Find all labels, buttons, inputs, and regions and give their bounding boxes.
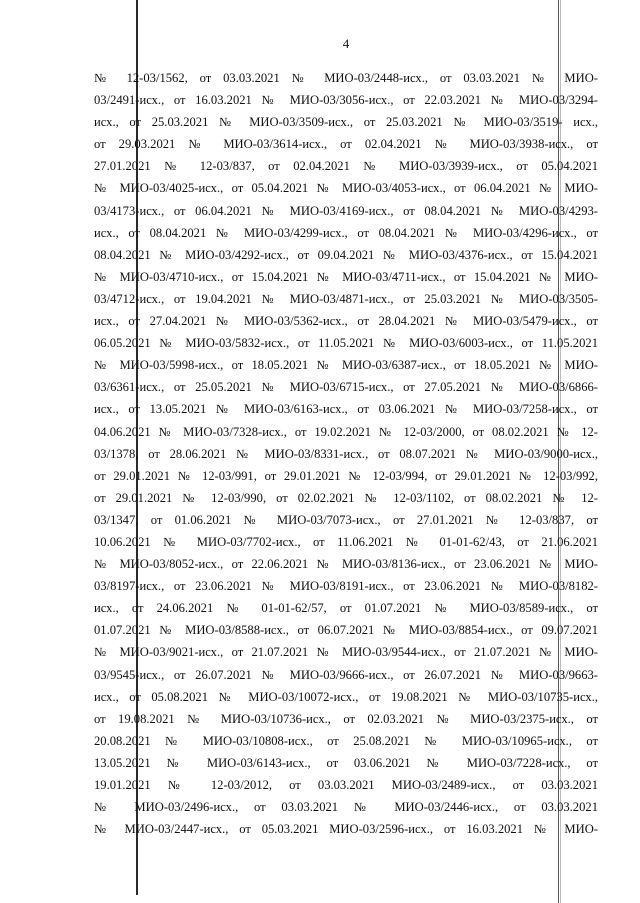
text-line: исх., от 24.06.2021 № 01-01-62/57, от 01.07.2021 № МИО-03/8589-исх., от bbox=[94, 601, 598, 616]
text-line: № МИО-03/4710-исх., от 15.04.2021 № МИО-03/4711-исх., от 15.04.2021 № МИО- bbox=[94, 269, 598, 284]
text-line: 08.04.2021 № МИО-03/4292-исх., от 09.04.2021 № МИО-03/4376-исх., от 15.04.2021 bbox=[94, 247, 598, 262]
text-line: 03/9545-исх., от 26.07.2021 № МИО-03/9666-исх., от 26.07.2021 № МИО-03/9663- bbox=[94, 667, 598, 682]
page-number: 4 bbox=[342, 36, 350, 51]
text-line: исх., от 13.05.2021 № МИО-03/6163-исх., от 03.06.2021 № МИО-03/7258-исх., от bbox=[94, 402, 598, 417]
text-line: 03/1378, от 28.06.2021 № МИО-03/8331-исх., от 08.07.2021 № МИО-03/9000-исх., bbox=[94, 446, 598, 461]
text-line: исх., от 05.08.2021 № МИО-03/10072-исх., от 19.08.2021 № МИО-03/10735-исх., bbox=[94, 689, 598, 704]
text-line: 03/4712-исх., от 19.04.2021 № МИО-03/4871-исх., от 25.03.2021 № МИО-03/3505- bbox=[94, 291, 598, 306]
text-line: 03/8197-исх., от 23.06.2021 № МИО-03/8191-исх., от 23.06.2021 № МИО-03/8182- bbox=[94, 579, 598, 594]
text-line: 03/1347, от 01.06.2021 № МИО-03/7073-исх., от 27.01.2021 № 12-03/837, от bbox=[94, 512, 598, 527]
text-line: № 12-03/1562, от 03.03.2021 № МИО-03/2448-исх., от 03.03.2021 № МИО- bbox=[94, 71, 598, 85]
text-line: от 29.01.2021 № 12-03/991, от 29.01.2021 № 12-03/994, от 29.01.2021 № 12-03/992, bbox=[94, 468, 598, 483]
text-line: 04.06.2021 № МИО-03/7328-исх., от 19.02.2021 № 12-03/2000, от 08.02.2021 № 12- bbox=[94, 424, 598, 439]
text-line: 20.08.2021 № МИО-03/10808-исх., от 25.08.2021 № МИО-03/10965-исх., от bbox=[94, 733, 598, 748]
text-line: от 19.08.2021 № МИО-03/10736-исх., от 02.03.2021 № МИО-03/2375-исх., от bbox=[94, 711, 598, 726]
text-line: 01.07.2021 № МИО-03/8588-исх., от 06.07.2021 № МИО-03/8854-исх., от 09.07.2021 bbox=[94, 623, 598, 638]
text-line: № МИО-03/5998-исх., от 18.05.2021 № МИО-03/6387-исх., от 18.05.2021 № МИО- bbox=[94, 358, 598, 373]
text-line: № МИО-03/8052-исх., от 22.06.2021 № МИО-03/8136-исх., от 23.06.2021 № МИО- bbox=[94, 557, 598, 572]
text-line: № МИО-03/9021-исх., от 21.07.2021 № МИО-03/9544-исх., от 21.07.2021 № МИО- bbox=[94, 645, 598, 660]
text-line: 06.05.2021 № МИО-03/5832-исх., от 11.05.2021 № МИО-03/6003-исх., от 11.05.2021 bbox=[94, 336, 598, 351]
text-line: от 29.03.2021 № МИО-03/3614-исх., от 02.04.2021 № МИО-03/3938-исх., от bbox=[94, 137, 598, 152]
text-line: 03/4173-исх., от 06.04.2021 № МИО-03/4169-исх., от 08.04.2021 № МИО-03/4293- bbox=[94, 203, 598, 218]
text-line: № МИО-03/2447-исх., от 05.03.2021 МИО-03/2596-исх., от 16.03.2021 № МИО- bbox=[94, 822, 598, 837]
text-line: 13.05.2021 № МИО-03/6143-исх., от 03.06.2021 № МИО-03/7228-исх., от bbox=[94, 755, 598, 770]
text-line: 19.01.2021 № 12-03/2012, от 03.03.2021 МИО-03/2489-исх., от 03.03.2021 bbox=[94, 778, 598, 792]
text-line: 03/6361-исх., от 25.05.2021 № МИО-03/6715-исх., от 27.05.2021 № МИО-03/6866- bbox=[94, 380, 598, 395]
text-line: 03/2491-исх., от 16.03.2021 № МИО-03/3056-исх., от 22.03.2021 № МИО-03/3294- bbox=[94, 93, 598, 108]
text-line: 10.06.2021 № МИО-03/7702-исх., от 11.06.2021 № 01-01-62/43, от 21.06.2021 bbox=[94, 534, 598, 549]
text-line: исх., от 25.03.2021 № МИО-03/3509-исх., от 25.03.2021 № МИО-03/3519- исх., bbox=[94, 115, 598, 130]
body-text bbox=[94, 67, 598, 840]
text-line: от 29.01.2021 № 12-03/990, от 02.02.2021 № 12-03/1102, от 08.02.2021 № 12- bbox=[94, 490, 598, 505]
text-line: 27.01.2021 № 12-03/837, от 02.04.2021 № МИО-03/3939-исх., от 05.04.2021 bbox=[94, 159, 598, 174]
text-line: № МИО-03/2496-исх., от 03.03.2021 № МИО-03/2446-исх., от 03.03.2021 bbox=[94, 800, 598, 815]
text-line: исх., от 08.04.2021 № МИО-03/4299-исх., от 08.04.2021 № МИО-03/4296-исх., от bbox=[94, 225, 598, 240]
text-line: исх., от 27.04.2021 № МИО-03/5362-исх., от 28.04.2021 № МИО-03/5479-исх., от bbox=[94, 314, 598, 329]
text-line: № МИО-03/4025-исх., от 05.04.2021 № МИО-03/4053-исх., от 06.04.2021 № МИО- bbox=[94, 181, 598, 196]
